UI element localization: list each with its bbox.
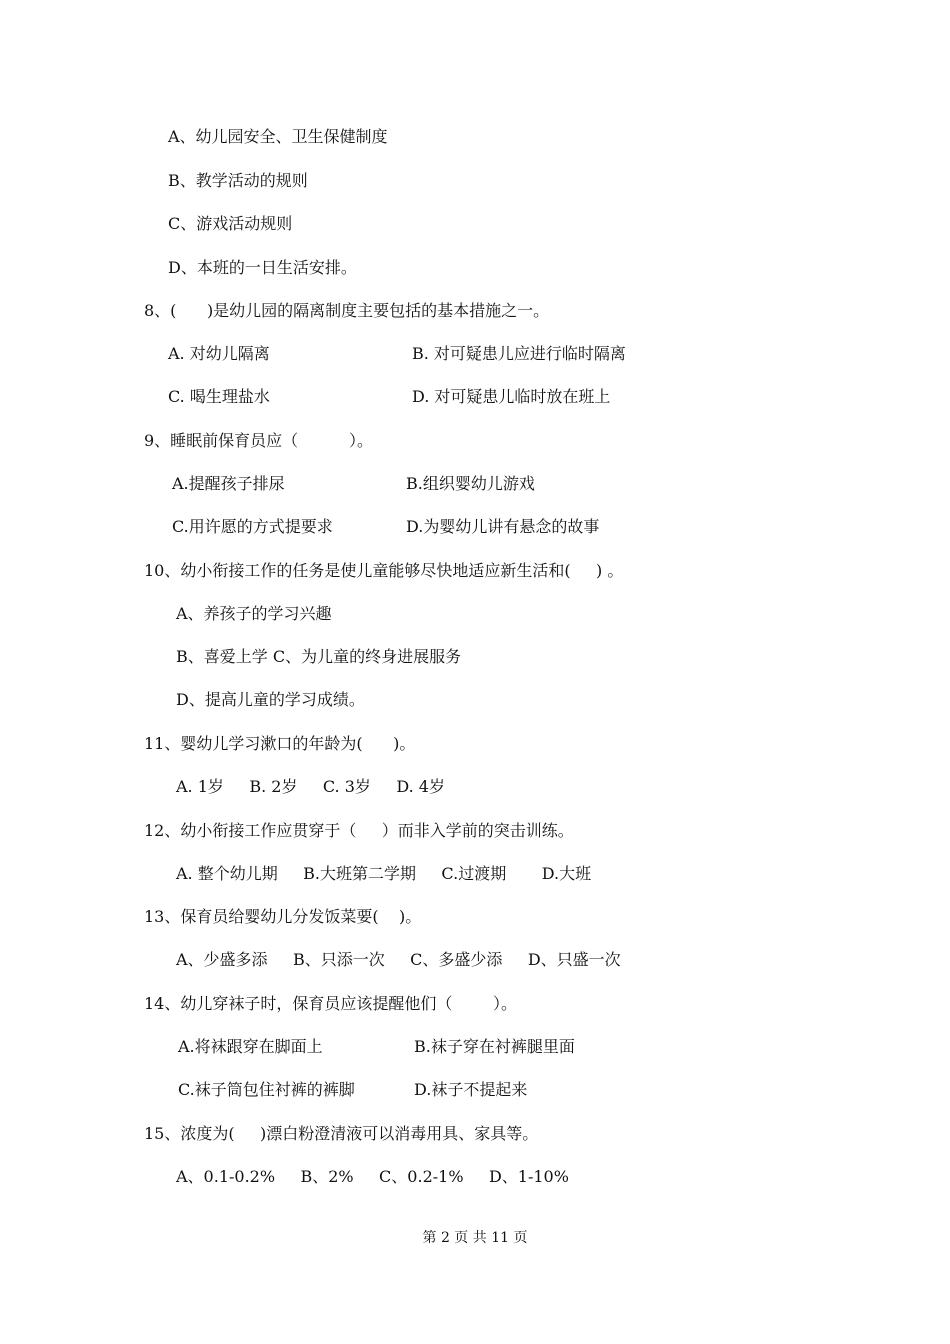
q9-option-d: D.为婴幼儿讲有悬念的故事 bbox=[406, 517, 600, 536]
q15-stem: 15、浓度为( )漂白粉澄清液可以消毒用具、家具等。 bbox=[144, 1124, 539, 1143]
q14-option-d: D.袜子不提起来 bbox=[414, 1080, 528, 1099]
q10-stem: 10、幼小衔接工作的任务是使儿童能够尽快地适应新生活和( ) 。 bbox=[144, 561, 624, 580]
q13-stem: 13、保育员给婴幼儿分发饭菜要( )。 bbox=[144, 907, 422, 926]
q7-option-b: B、教学活动的规则 bbox=[168, 171, 308, 190]
q9-option-a: A.提醒孩子排尿 bbox=[172, 474, 285, 493]
q7-option-c: C、游戏活动规则 bbox=[168, 214, 293, 233]
q12-stem: 12、幼小衔接工作应贯穿于（ ）而非入学前的突击训练。 bbox=[144, 821, 574, 840]
q8-option-d: D. 对可疑患儿临时放在班上 bbox=[412, 387, 611, 406]
q14-stem: 14、幼儿穿袜子时，保育员应该提醒他们（ ）。 bbox=[144, 994, 518, 1013]
q10-option-bc: B、喜爱上学 C、为儿童的终身进展服务 bbox=[176, 647, 462, 666]
q7-option-d: D、本班的一日生活安排。 bbox=[168, 258, 357, 277]
q8-option-c: C. 喝生理盐水 bbox=[168, 387, 270, 406]
q9-option-b: B.组织婴幼儿游戏 bbox=[406, 474, 535, 493]
q11-stem: 11、婴幼儿学习漱口的年龄为( )。 bbox=[144, 734, 416, 753]
q8-option-a: A. 对幼儿隔离 bbox=[168, 344, 270, 363]
q11-options: A. 1岁 B. 2岁 C. 3岁 D. 4岁 bbox=[176, 777, 445, 796]
q12-options: A. 整个幼儿期 B.大班第二学期 C.过渡期 D.大班 bbox=[176, 864, 592, 883]
q9-stem: 9、睡眠前保育员应（ ）。 bbox=[144, 431, 374, 450]
q7-option-a: A、幼儿园安全、卫生保健制度 bbox=[168, 127, 388, 146]
q14-option-a: A.将袜跟穿在脚面上 bbox=[178, 1037, 323, 1056]
q14-option-c: C.袜子筒包住衬裤的裤脚 bbox=[178, 1080, 355, 1099]
q13-options: A、少盛多添 B、只添一次 C、多盛少添 D、只盛一次 bbox=[176, 950, 621, 969]
page-number-footer: 第 2 页 共 11 页 bbox=[422, 1230, 528, 1246]
q10-option-d: D、提高儿童的学习成绩。 bbox=[176, 690, 365, 709]
q15-options: A、0.1-0.2% B、2% C、0.2-1% D、1-10% bbox=[176, 1167, 569, 1186]
q8-stem: 8、( )是幼儿园的隔离制度主要包括的基本措施之一。 bbox=[144, 301, 550, 320]
q14-option-b: B.袜子穿在衬裤腿里面 bbox=[414, 1037, 575, 1056]
q10-option-a: A、养孩子的学习兴趣 bbox=[176, 604, 332, 623]
q9-option-c: C.用许愿的方式提要求 bbox=[172, 517, 333, 536]
q8-option-b: B. 对可疑患儿应进行临时隔离 bbox=[412, 344, 626, 363]
